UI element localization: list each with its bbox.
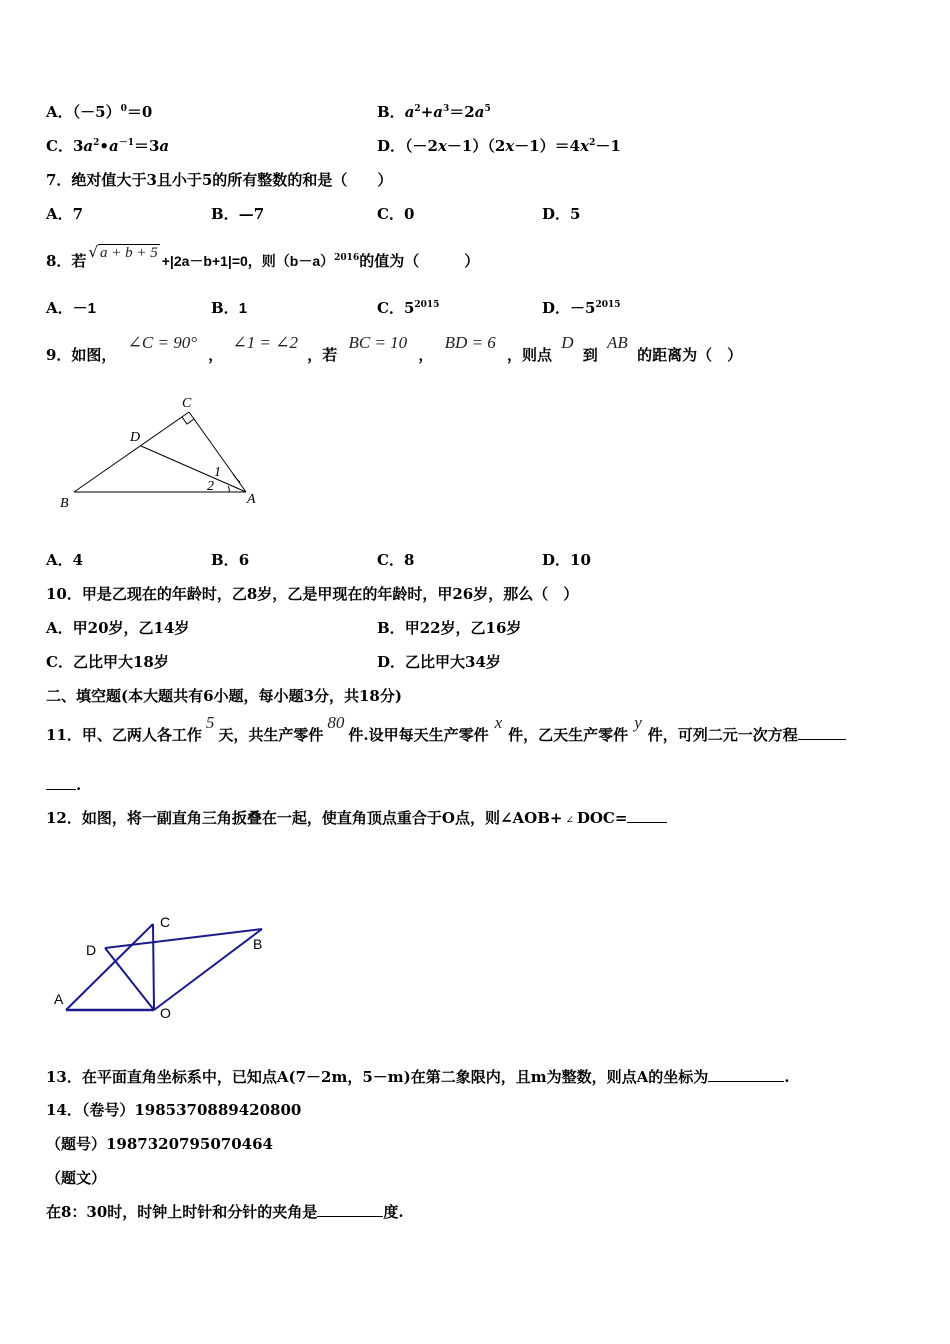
q6-option-b: B．$a^2+a^3=2a^5$ — [377, 103, 491, 121]
q9-option-d: D．10 — [542, 551, 591, 569]
label-angle-1: 1 — [214, 465, 221, 480]
q7-stem: 7．绝对值大于3且小于5的所有整数的和是（ ） — [46, 171, 393, 189]
q7-option-c: C．0 — [377, 205, 415, 223]
q6-option-a: A．$(-5)^0=0$ — [46, 103, 153, 121]
q9-figure — [50, 392, 270, 517]
label-C: C — [182, 396, 192, 411]
q13-stem: 13．在平面直角坐标系中，已知点A(7－2m，5－m)在第二象限内，且m为整数，则点A的坐标为 . — [46, 1068, 790, 1086]
label-A: A — [247, 492, 256, 507]
right-angle-marker — [182, 417, 194, 424]
sqrt-radical: √ a + b + 5 — [88, 243, 158, 261]
segment-DO — [105, 948, 154, 1010]
segment-BC — [74, 412, 189, 492]
q14-answer-blank[interactable] — [317, 1202, 383, 1217]
label-D: D — [86, 942, 97, 958]
q7-option-b: B．—7 — [211, 205, 265, 223]
label-A: A — [54, 991, 64, 1007]
q12-answer-blank[interactable] — [627, 808, 667, 823]
q8-option-c: C．$5^{2015}$ — [377, 299, 440, 317]
angle-arc-2 — [228, 486, 229, 492]
q10-stem: 10．甲是乙现在的年龄时，乙8岁，乙是甲现在的年龄时，甲26岁，那么（ ） — [46, 585, 579, 603]
q8-option-a: A．－1 — [46, 299, 96, 317]
segment-DA — [141, 446, 246, 492]
q9-option-a: A．4 — [46, 551, 84, 569]
q11-stem: 11．甲、乙两人各工作5天，共生产零件80件.设甲每天生产零件x件，乙天生产零件y件，可列二元一次方程 — [46, 725, 846, 745]
q6-option-d: D．$(-2x-1)(2x-1)=4x^2-1$ — [377, 137, 621, 155]
q6-option-c: C．$3a^2•a^{-1}=3a$ — [46, 137, 170, 155]
label-D: D — [130, 430, 141, 445]
q9-stem: 9．如图， ∠C = 90° ， ∠1 = ∠2 ，若 BC = 10 ， BD = 6 ，则点 D 到 AB 的距离为（ ） — [46, 333, 743, 364]
q12-figure — [50, 910, 280, 1025]
q8-stem: 8．若 √ a + b + 5 +|2a－b+1|=0，则$(b-a)^{2016}$的值为（ ） — [46, 243, 480, 270]
q10-option-a: A．甲20岁，乙14岁 — [46, 619, 190, 637]
q11-continuation: . — [46, 775, 81, 795]
q13-answer-blank[interactable] — [708, 1067, 784, 1082]
sqrt-radicand: a + b + 5 — [100, 245, 158, 261]
label-B: B — [60, 496, 69, 511]
q10-option-c: C．乙比甲大18岁 — [46, 653, 169, 671]
label-O: O — [160, 1005, 171, 1021]
q10-option-b: B．甲22岁，乙16岁 — [377, 619, 522, 637]
q14-tihao: （题号）1987320795070464 — [46, 1135, 273, 1153]
q12-stem: 12．如图，将一副直角三角扳叠在一起，使直角顶点重合于O点，则∠AOB+ ∠ DOC= — [46, 808, 667, 831]
q14-juanhao: 14．（卷号）1985370889420800 — [46, 1101, 302, 1119]
q11-answer-blank-cont[interactable] — [46, 775, 76, 790]
label-C: C — [160, 914, 171, 930]
q14-tiwen: （题文） — [46, 1169, 107, 1187]
q7-option-d: D．5 — [542, 205, 581, 223]
q8-option-d: D．$-5^{2015}$ — [542, 299, 621, 317]
segment-OB — [154, 929, 262, 1010]
q9-option-c: C．8 — [377, 551, 415, 569]
segment-DB — [105, 929, 262, 948]
q8-option-b: B．1 — [211, 299, 248, 317]
q7-option-a: A．7 — [46, 205, 84, 223]
q10-option-d: D．乙比甲大34岁 — [377, 653, 501, 671]
q14-stem: 在8：30时，时钟上时针和分针的夹角是 度. — [46, 1203, 404, 1221]
q11-answer-blank[interactable] — [798, 725, 846, 740]
section-heading-fill-in: 二、填空题(本大题共有6小题，每小题3分，共18分) — [46, 687, 402, 705]
label-B: B — [253, 936, 263, 952]
segment-AC — [66, 924, 153, 1010]
label-angle-2: 2 — [207, 479, 214, 494]
angle-arc-1 — [233, 474, 240, 482]
q9-option-b: B．6 — [211, 551, 250, 569]
segment-CO — [153, 924, 154, 1010]
